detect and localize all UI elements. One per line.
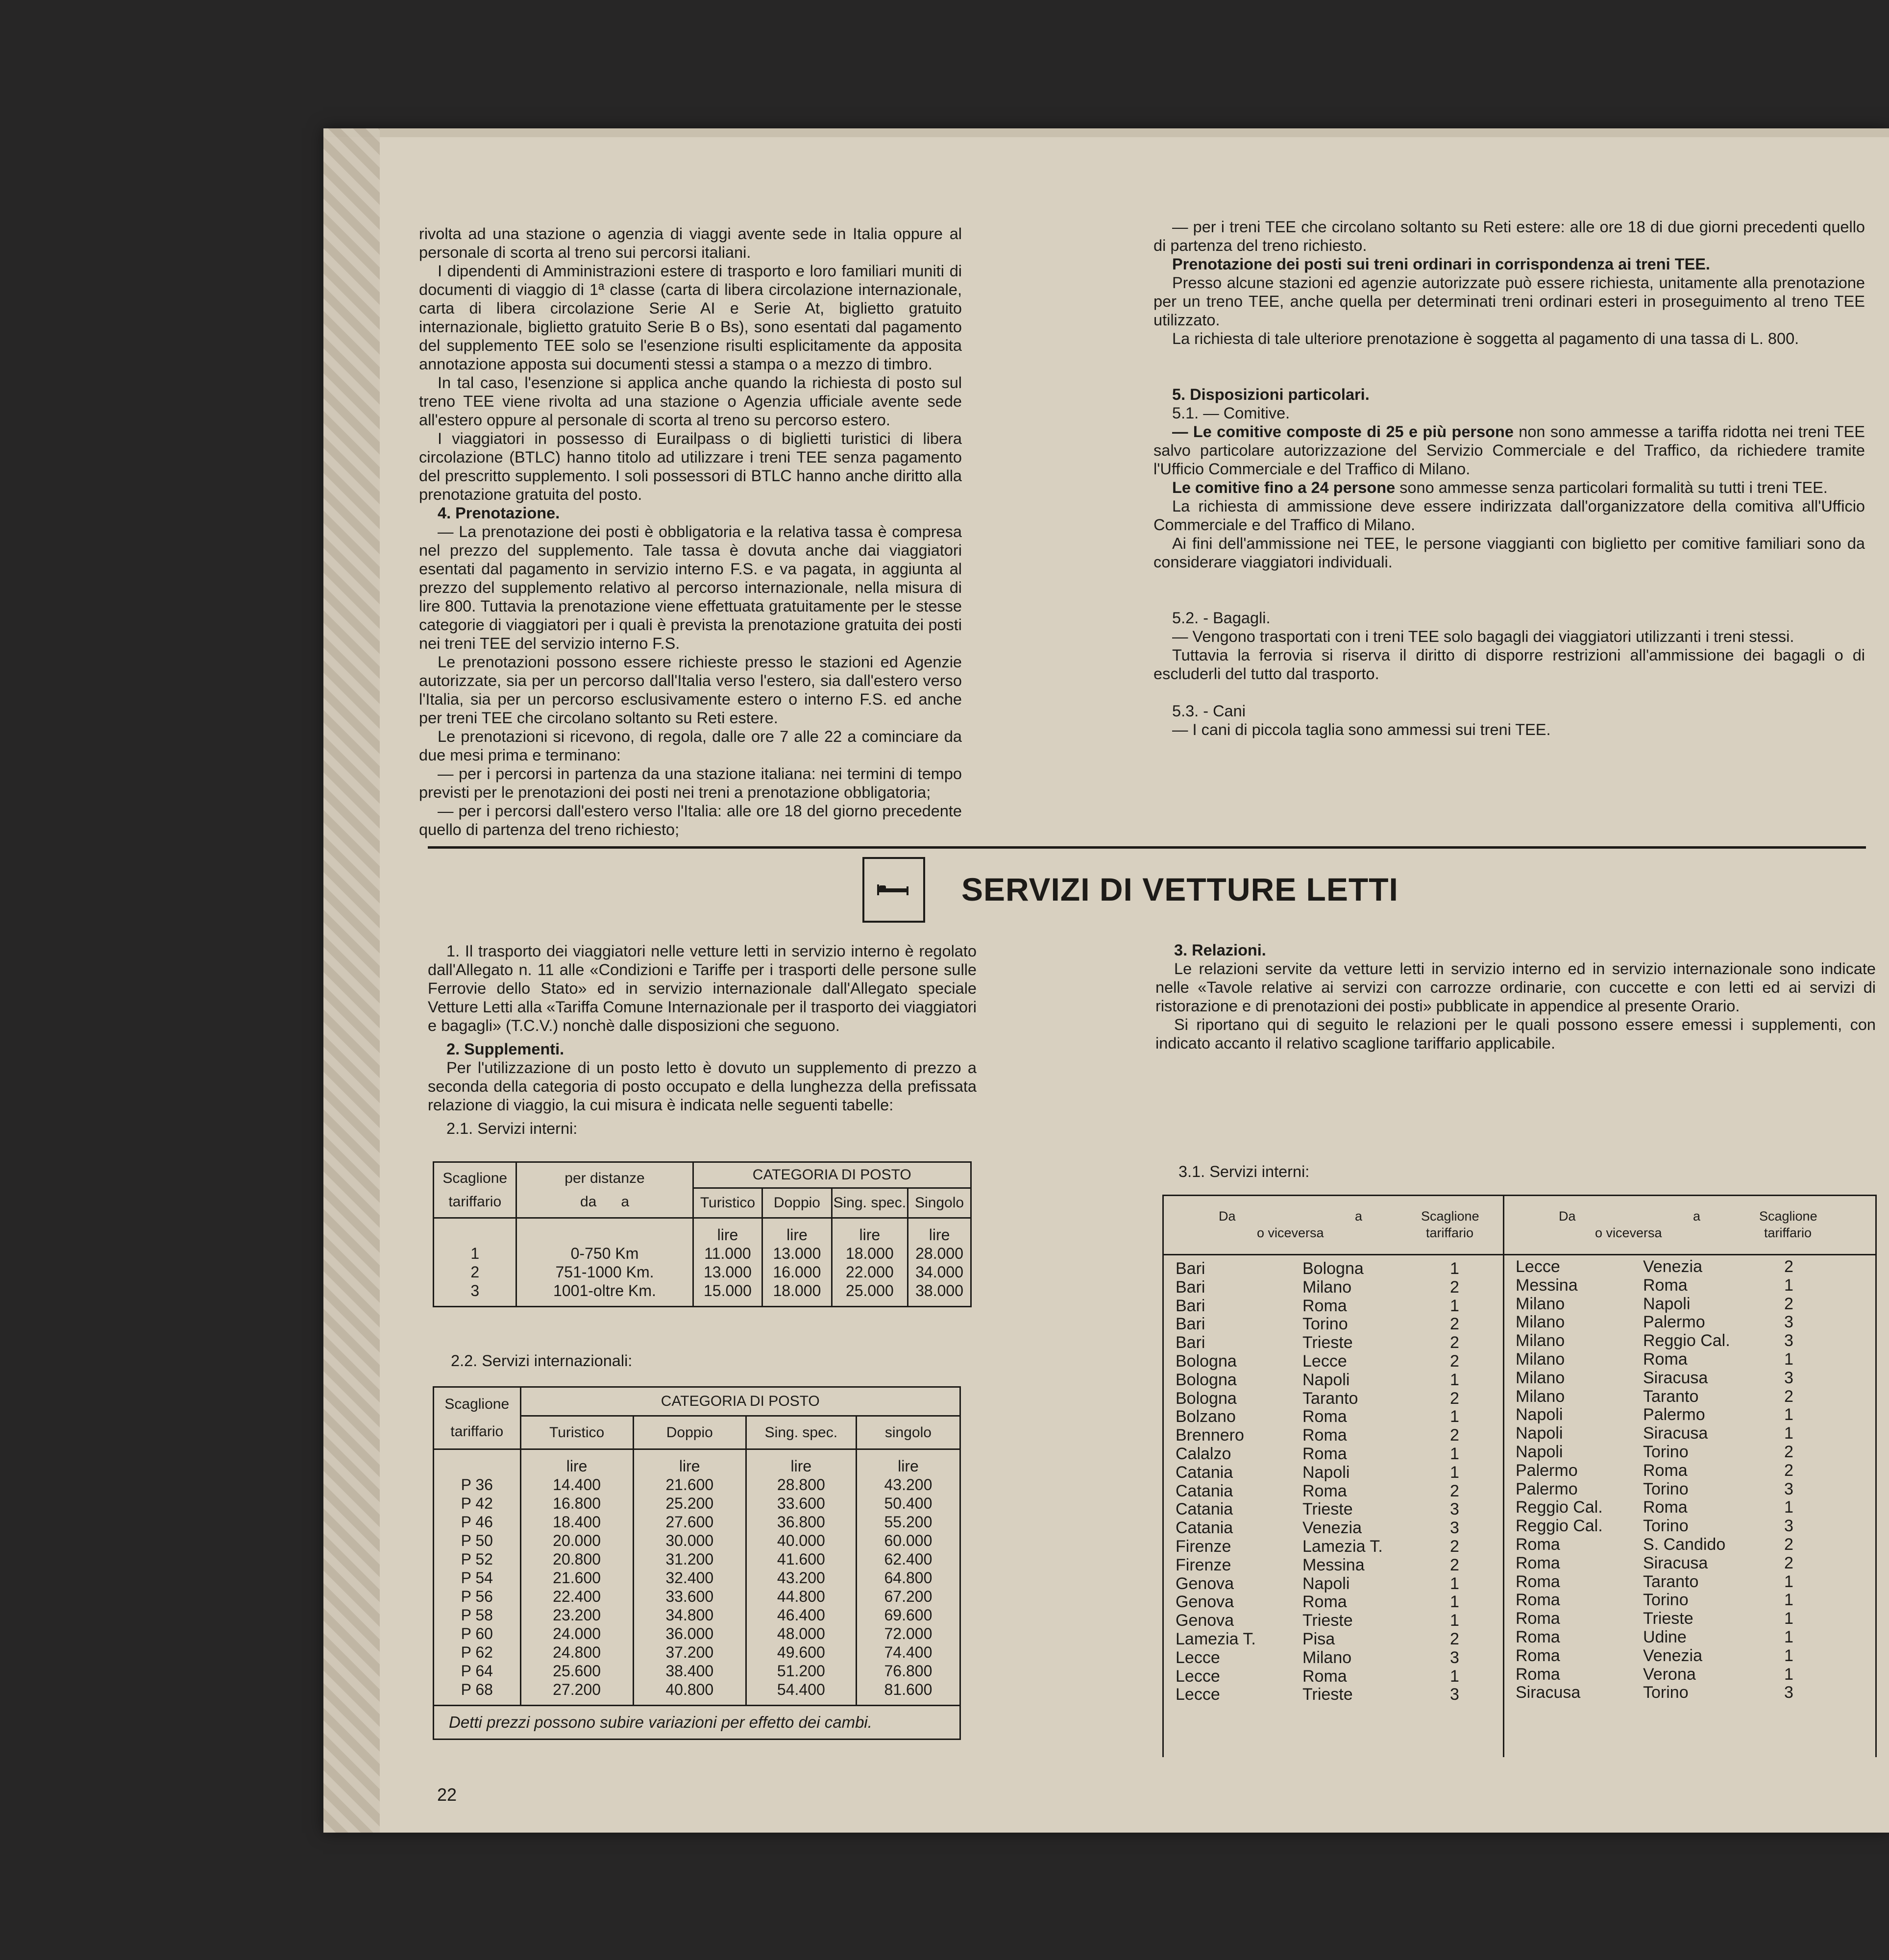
relazioni-a-column: Venezia Roma Napoli Palermo Reggio Cal. Roma Siracusa Taranto Palermo Siracusa Torino Roma Torino Roma Torino S. Candido Siracusa Taranto Torino Trieste Udine Venezia Verona Torino	[1643, 1257, 1730, 1702]
relazioni-da-column: Lecce Messina Milano Milano Milano Milano Milano Milano Napoli Napoli Napoli Palermo Palermo Reggio Cal. Reggio Cal. Roma Roma Roma Roma Roma Roma Roma Roma Siracusa	[1516, 1257, 1603, 1702]
header-label: per distanze	[564, 1170, 645, 1186]
cell-values: 0-750 Km 751-1000 Km. 1001-oltre Km.	[553, 1245, 656, 1299]
paragraph: Si riportano qui di seguito le relazioni per le quali possono essere emessi i supplementi, con indicato accanto il relativo scaglione tariffario applicabile.	[1155, 1016, 1876, 1052]
paragraph: — per i treni TEE che circolano soltanto su Reti estere: alle ore 18 di due giorni precedenti quello di partenza del treno richiesto.	[1153, 218, 1865, 254]
subsection-heading-wrap	[451, 1351, 745, 1370]
lower-right-column	[1155, 941, 1876, 1053]
relazioni-header	[1164, 1196, 1875, 1255]
header-label: Scaglione	[1759, 1209, 1817, 1224]
table-cell	[746, 1449, 856, 1706]
header-label: tariffario	[1764, 1225, 1812, 1240]
relazioni-table	[1162, 1195, 1877, 1757]
subsection-heading: 5.3. - Cani	[1172, 702, 1246, 720]
table-cell	[434, 1449, 521, 1706]
relazioni-a-column: Bologna Milano Roma Torino Trieste Lecce Napoli Taranto Roma Roma Roma Napoli Roma Trieste Venezia Lamezia T. Messina Napoli Roma Trieste Pisa Milano Roma Trieste	[1302, 1259, 1383, 1704]
section-heading: 5. Disposizioni particolari.	[1172, 386, 1370, 403]
header-cell	[434, 1162, 516, 1218]
header-label: a	[1693, 1209, 1701, 1224]
cell-values: 28.000 34.000 38.000	[915, 1245, 963, 1299]
subsection-heading: 5.1. — Comitive.	[1172, 404, 1290, 422]
cell-spacer	[517, 1225, 692, 1244]
spacer	[1153, 348, 1865, 385]
subsection-heading: 2.2. Servizi internazionali:	[451, 1352, 633, 1370]
page-binding	[323, 128, 380, 1833]
table-cell	[908, 1218, 971, 1307]
paragraph: Le prenotazioni si ricevono, di regola, dalle ore 7 alle 22 a cominciare da due mesi prima e terminano:	[419, 728, 962, 764]
cell-values: 11.000 13.000 15.000	[704, 1245, 752, 1299]
header-label: o viceversa	[1595, 1225, 1662, 1240]
paragraph: Tuttavia la ferrovia si riserva il diritto di disporre restrizioni all'ammissione dei bagagli o di escluderli del tutto dal trasporto.	[1153, 646, 1865, 683]
bed-icon	[862, 857, 925, 923]
section-title: SERVIZI DI VETTURE LETTI	[961, 871, 1398, 907]
header-label: tariffario	[448, 1193, 502, 1210]
paragraph: — La prenotazione dei posti è obbligatoria e la relativa tassa è compresa nel prezzo del supplemento. Tale tassa è dovuta anche dai viaggiatori esentati dal pagamento in servizio interno F.S. e va pagata, in aggiunta al prezzo del supplemento relativo al percorso internazionale, nella misura di lire 800. Tuttavia la prenotazione viene effettuata gratuitamente per le stesse categorie di viaggiatori per i quali è prevista la prenotazione gratuita dei posti nei treni TEE del servizio interno F.S.	[419, 523, 962, 652]
paragraph	[1153, 478, 1865, 497]
unit-label: lire	[859, 1226, 881, 1244]
cell-values: 1 2 3	[470, 1245, 480, 1299]
header-label: Da	[1559, 1209, 1576, 1224]
table-cell	[832, 1218, 908, 1307]
header-label: Da	[1219, 1209, 1236, 1224]
column-header: Sing. spec.	[746, 1416, 856, 1449]
section-divider	[428, 846, 1866, 849]
header-label: a	[1355, 1209, 1363, 1224]
paragraph: Le relazioni servite da vetture letti in servizio interno ed in servizio internazionale sono indicate nelle «Tavole relative ai servizi con carrozze ordinarie, con cuccette e con letti ed ai servizi di ristorazione e di prenotazioni dei posti» pubblicate in appendice al presente Orario.	[1155, 960, 1876, 1015]
page-number: 22	[437, 1785, 457, 1805]
cell-values: 18.000 22.000 25.000	[845, 1245, 894, 1299]
table-cell	[516, 1218, 693, 1307]
header-cell: CATEGORIA DI POSTO	[520, 1387, 960, 1416]
header-label: tariffario	[1426, 1225, 1474, 1240]
unit-label: lire	[790, 1457, 812, 1475]
column-header: Turistico	[520, 1416, 633, 1449]
page-top-edge	[323, 128, 1889, 137]
paragraph: Presso alcune stazioni ed agenzie autorizzate può essere richiesta, unitamente alla prenotazione per un treno TEE, anche quella per determinati treni ordinari esteri in proseguimento al treno TEE utilizzato.	[1153, 274, 1865, 329]
header-label: o viceversa	[1257, 1225, 1324, 1240]
subsection-heading: 2.1. Servizi interni:	[446, 1120, 578, 1137]
header-label: Scaglione	[442, 1170, 508, 1186]
unit-label: lire	[929, 1226, 950, 1244]
lower-left-column	[428, 942, 977, 1138]
book-page	[323, 128, 1889, 1833]
relazioni-divider	[1503, 1196, 1504, 1757]
paragraph: Le prenotazioni possono essere richieste presso le stazioni ed Agenzie autorizzate, sia per un percorso dall'Italia verso l'estero, sia dall'estero verso l'Italia, sia per un percorso esclusivamente estero o interno F.S. ed anche per treni TEE che circolano soltanto su Reti estere.	[419, 653, 962, 727]
header-label: da a	[580, 1193, 630, 1210]
subsection-heading: 3.1. Servizi interni:	[1178, 1163, 1310, 1180]
paragraph: I dipendenti di Amministrazioni estere di trasporto e loro familiari muniti di documenti di viaggio di 1ª classe (carta di libera circolazione internazionale, carta di libera circolazione Serie AI e Serie At, biglietto gratuito internazionale, biglietto gratuito Serie B o Bs), sono esentati dal pagamento del supplemento TEE solo se l'esenzione risulti esplicitamente da apposita annotazione apposta sui documenti stessi a stampa o a mezzo di timbro.	[419, 262, 962, 373]
column-header: Doppio	[762, 1188, 832, 1218]
table-note: Detti prezzi possono subire variazioni per effetto dei cambi.	[434, 1706, 960, 1740]
paragraph: Ai fini dell'ammissione nei TEE, le persone viaggianti con biglietto per comitive familiari sono da considerare viaggiatori individuali.	[1153, 535, 1865, 571]
relazioni-scaglione-column: 2 1 2 3 3 1 3 2 1 1 2 2 3 1 3 2 2 1 1 1 1 1 1 3	[1784, 1257, 1793, 1702]
header-label: Scaglione	[1421, 1209, 1479, 1224]
paragraph: — per i percorsi dall'estero verso l'Italia: alle ore 18 del giorno precedente quello di partenza del treno richiesto;	[419, 802, 962, 838]
section-heading: 4. Prenotazione.	[438, 504, 560, 522]
cell-values: 13.000 16.000 18.000	[773, 1245, 821, 1299]
table-cell	[693, 1218, 762, 1307]
unit-label: lire	[717, 1226, 738, 1244]
subsection-heading: 5.2. - Bagagli.	[1172, 609, 1271, 627]
spacer	[428, 1114, 977, 1119]
column-header: Singolo	[908, 1188, 971, 1218]
spacer	[1153, 571, 1865, 609]
table-cell	[434, 1218, 516, 1307]
table-cell	[856, 1449, 960, 1706]
header-cell	[434, 1387, 521, 1449]
unit-label: lire	[786, 1226, 808, 1244]
paragraph: rivolta ad una stazione o agenzia di viaggi avente sede in Italia oppure al personale di scorta al treno sui percorsi italiani.	[419, 225, 962, 261]
table-servizi-internazionali	[433, 1386, 961, 1740]
section-heading: 3. Relazioni.	[1174, 941, 1266, 959]
relazioni-da-column: Bari Bari Bari Bari Bari Bologna Bologna Bologna Bolzano Brennero Calalzo Catania Catania Catania Catania Firenze Firenze Genova Genova Genova Lamezia T. Lecce Lecce Lecce	[1176, 1259, 1256, 1704]
table-cell	[520, 1449, 633, 1706]
subsection-heading-wrap	[1178, 1162, 1472, 1181]
cell-spacer	[434, 1225, 515, 1244]
relazioni-scaglione-column: 1 2 1 2 2 2 1 2 1 2 1 1 2 3 3 2 2 1 1 1 2 3 1 3	[1450, 1259, 1459, 1704]
paragraph: Per l'utilizzazione di un posto letto è dovuto un supplemento di prezzo a seconda della categoria di posto occupato e della lunghezza della prefissata relazione di viaggio, la cui misura è indicata nelle seguenti tabelle:	[428, 1059, 977, 1114]
unit-label: lire	[679, 1457, 700, 1475]
right-top-column	[1153, 218, 1865, 739]
header-cell: CATEGORIA DI POSTO	[693, 1162, 971, 1188]
paragraph: 1. Il trasporto dei viaggiatori nelle vetture letti in servizio interno è regolato dall'Allegato n. 11 alle «Condizioni e Tariffe per i trasporti delle persone sulle Ferrovie dello Stato» ed in servizio internazionale dall'Allegato speciale Vetture Letti alla «Tariffa Comune Internazionale per il trasporto dei viaggiatori e bagagli» (T.C.V.) nonchè dalle disposizioni che seguono.	[428, 942, 977, 1034]
cell-values: P 36 P 42 P 46 P 50 P 52 P 54 P 56 P 58 P 60 P 62 P 64 P 68	[461, 1476, 493, 1698]
cell-values: 43.200 50.400 55.200 60.000 62.400 64.800 67.200 69.600 72.000 74.400 76.800 81.600	[884, 1476, 932, 1698]
text: sono ammesse senza particolari formalità su tutti i treni TEE.	[1395, 479, 1828, 496]
paragraph: — per i percorsi in partenza da una stazione italiana: nei termini di tempo previsti per le prenotazioni dei posti nei treni a prenotazione obbligatoria;	[419, 765, 962, 801]
subheading: Prenotazione dei posti sui treni ordinari in corrispondenza ai treni TEE.	[1172, 255, 1710, 273]
header-label: Scaglione	[444, 1396, 510, 1412]
header-cell	[516, 1162, 693, 1218]
cell-values: 28.800 33.600 36.800 40.000 41.600 43.200 44.800 46.400 48.000 49.600 51.200 54.400	[777, 1476, 825, 1698]
paragraph: — Vengono trasportati con i treni TEE solo bagagli dei viaggiatori utilizzanti i treni stessi.	[1172, 628, 1794, 645]
bold-text: Le comitive fino a 24 persone	[1172, 479, 1396, 496]
paragraph: I viaggiatori in possesso di Eurailpass o di biglietti turistici di libera circolazione (BTLC) hanno titolo ad utilizzare i treni TEE senza pagamento del prescritto supplemento. I soli possessori di BTLC hanno anche diritto alla prenotazione gratuita del posto.	[419, 430, 962, 503]
unit-label: lire	[898, 1457, 919, 1475]
header-label: tariffario	[450, 1423, 504, 1440]
cell-values: 21.600 25.200 27.600 30.000 31.200 32.400 33.600 34.800 36.000 37.200 38.400 40.800	[665, 1476, 714, 1698]
left-top-column	[419, 224, 962, 839]
cell-values: 14.400 16.800 18.400 20.000 20.800 21.600 22.400 23.200 24.000 24.800 25.600 27.200	[553, 1476, 601, 1698]
cell-spacer	[434, 1457, 520, 1475]
column-header: Doppio	[633, 1416, 746, 1449]
column-header: Sing. spec.	[832, 1188, 908, 1218]
table-servizi-interni	[433, 1161, 972, 1307]
column-header: Turistico	[693, 1188, 762, 1218]
spacer	[428, 1035, 977, 1040]
table-cell	[633, 1449, 746, 1706]
bed-icon-graphic	[864, 859, 923, 921]
unit-label: lire	[566, 1457, 588, 1475]
section-heading: 2. Supplementi.	[446, 1040, 564, 1058]
paragraph: — I cani di piccola taglia sono ammessi sui treni TEE.	[1172, 721, 1551, 738]
paragraph: La richiesta di tale ulteriore prenotazione è soggetta al pagamento di una tassa di L. 800.	[1172, 330, 1799, 347]
table-cell	[762, 1218, 832, 1307]
spacer	[1153, 683, 1865, 702]
text: non sono ammesse a tariffa ridotta nei treni TEE salvo particolare autorizzazione del Servizio Commerciale e del Traffico, da richiedere tramite l'Ufficio Commerciale e del Traffico di Milano.	[1153, 423, 1865, 478]
paragraph	[1153, 422, 1865, 478]
paragraph: La richiesta di ammissione deve essere indirizzata dall'organizzatore della comitiva all'Ufficio Commerciale e del Traffico di Milano.	[1153, 497, 1865, 534]
bold-text: — Le comitive composte di 25 e più persone	[1172, 423, 1514, 441]
column-header: singolo	[856, 1416, 960, 1449]
paragraph: In tal caso, l'esenzione si applica anche quando la richiesta di posto sul treno TEE viene rivolta ad una stazione o Agenzia ufficiale avente sede all'estero oppure al personale di scorta al treno su percorso estero.	[419, 374, 962, 429]
